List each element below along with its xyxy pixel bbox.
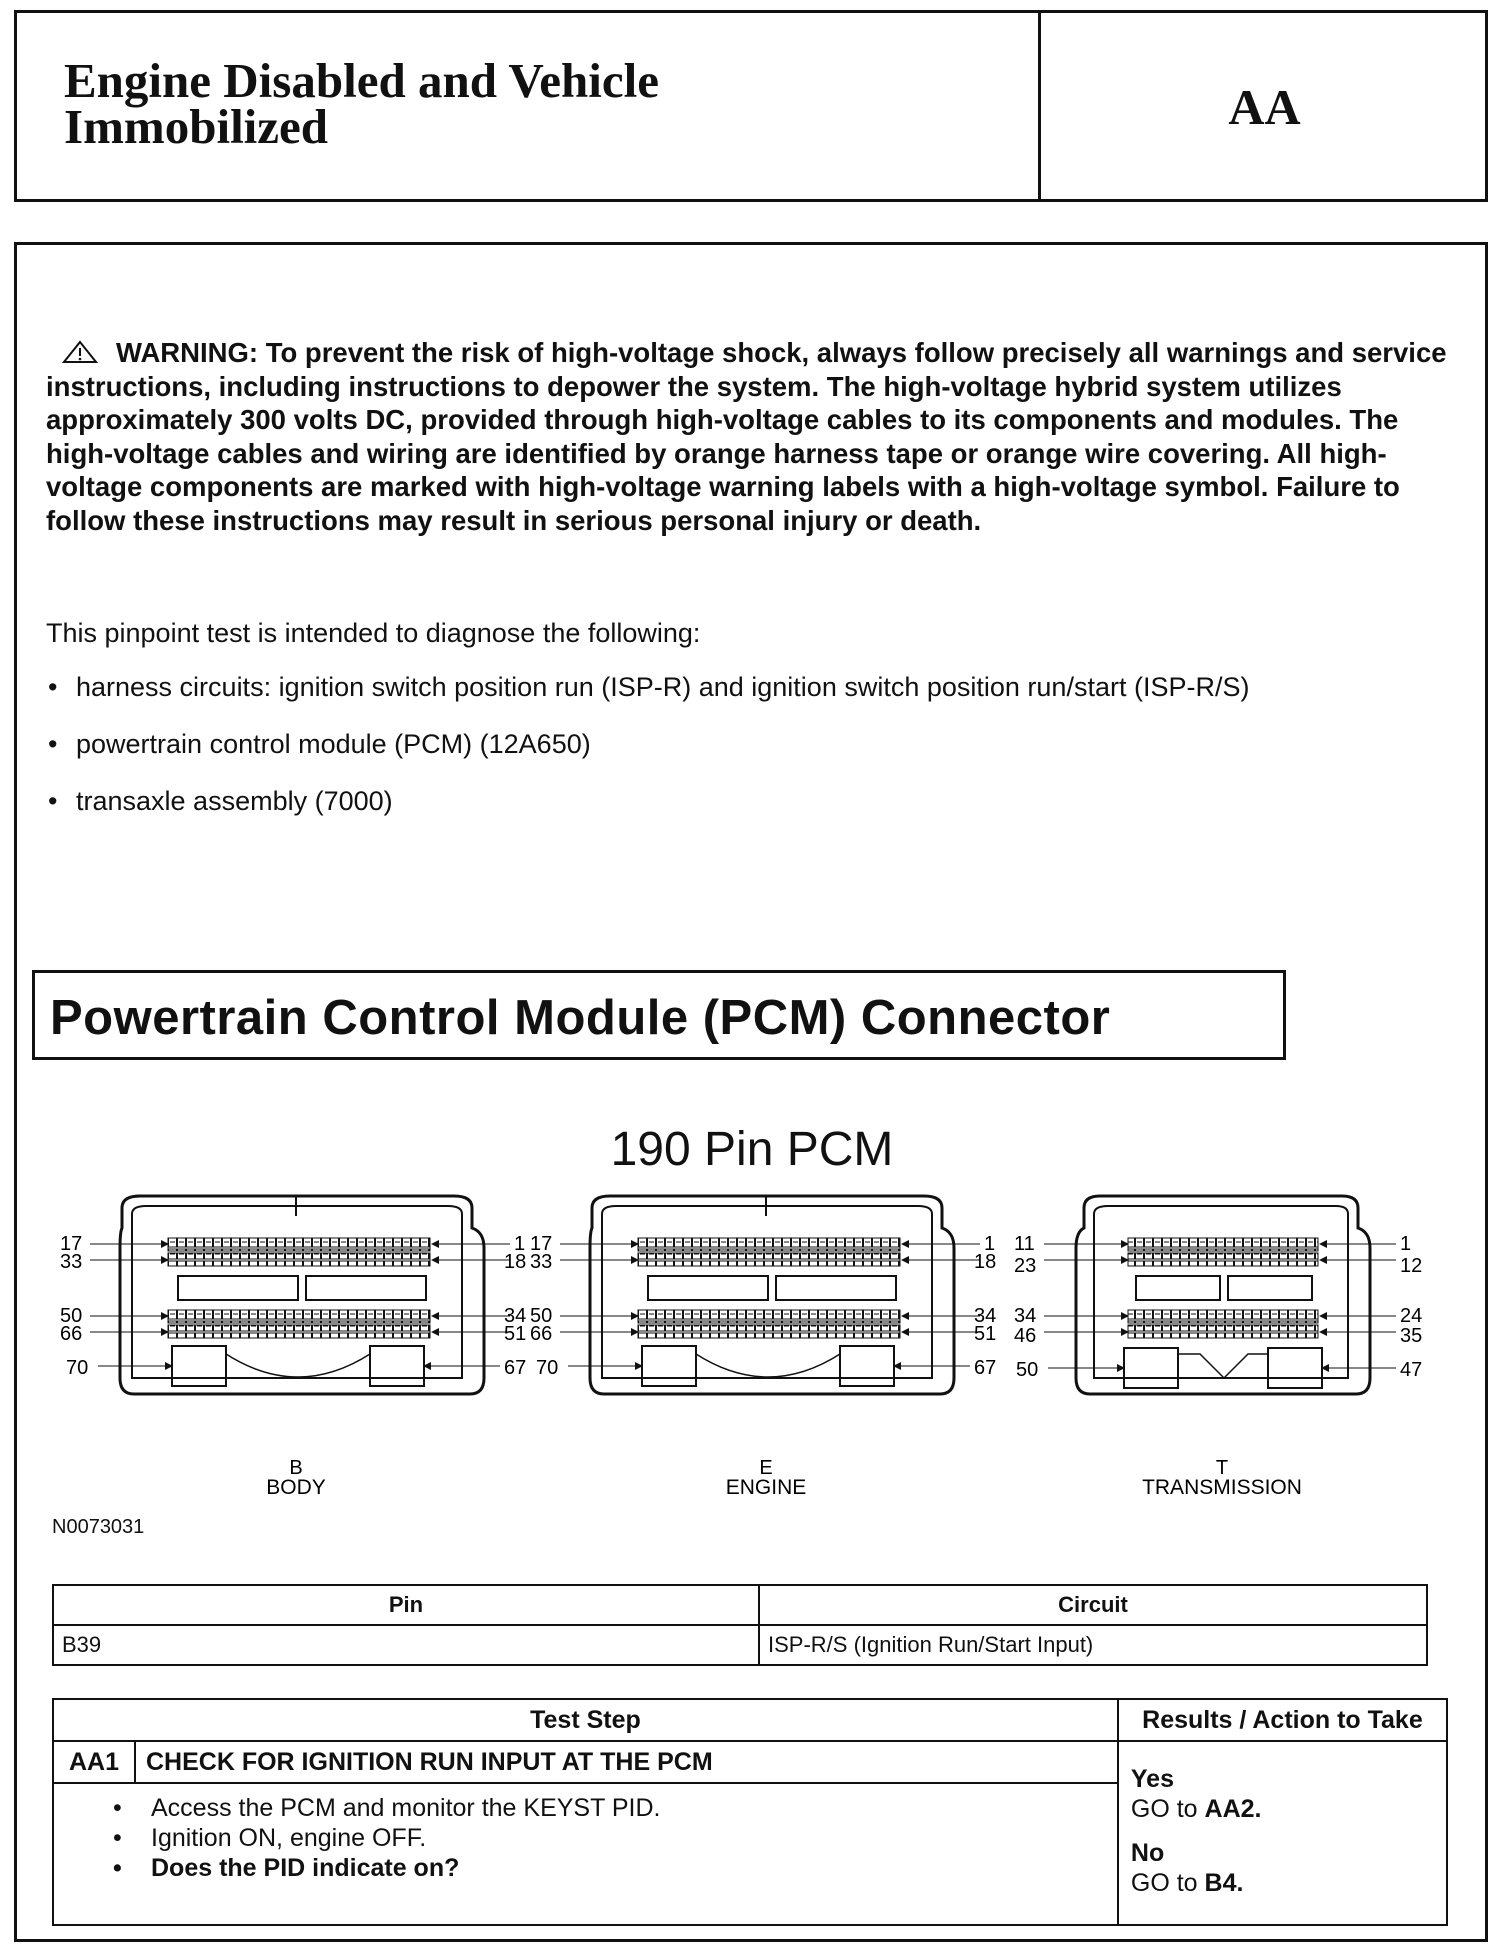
step-title: CHECK FOR IGNITION RUN INPUT AT THE PCM	[135, 1741, 1118, 1783]
yes-action	[1131, 1794, 1434, 1824]
pin-label: 1	[1400, 1233, 1412, 1255]
pin-label: 34	[1014, 1305, 1037, 1327]
pin-label: 50	[530, 1305, 553, 1327]
no-label: No	[1130, 1839, 1165, 1867]
pin-label: 12	[1400, 1255, 1423, 1277]
step-instructions	[53, 1783, 1118, 1925]
connector-name: ENGINE	[725, 1476, 807, 1498]
diagram-title: 190 Pin PCM	[610, 1123, 894, 1176]
header-circuit: Circuit	[759, 1585, 1427, 1625]
pin-label: 1	[514, 1233, 526, 1255]
warning-body: WARNING: To prevent the risk of high-voltage shock, always follow precisely all warnings and service instructions, including instructions to depower the system. The high-voltage hybrid system utilizes approximately 300 volts DC, provided through high-voltage cables to its components and modules. The high-voltage cables and wiring are identified by orange harness tape or orange wire covering. All high-voltage components are marked with high-voltage warning labels with a high-voltage symbol. Failure to follow these instructions may result in serious personal injury or death.	[46, 337, 1447, 536]
pin-label: 1	[984, 1233, 996, 1255]
connector-name: BODY	[266, 1476, 326, 1498]
diagnose-list	[46, 672, 1426, 843]
results-cell	[1118, 1741, 1447, 1925]
pin-label: 66	[530, 1323, 553, 1345]
intro-text: This pinpoint test is intended to diagnose the following:	[46, 618, 701, 648]
list-item: • harness circuits: ignition switch position run (ISP-R) and ignition switch position run/start (ISP-R/S)	[46, 672, 1426, 702]
pin-label: 51	[974, 1323, 997, 1345]
pin-label: 33	[530, 1251, 553, 1273]
section-code: AA	[1228, 79, 1301, 135]
step-title-row	[53, 1741, 1447, 1783]
no-action	[1131, 1868, 1434, 1898]
connector-transmission	[1014, 1196, 1422, 1498]
pin-label: 18	[504, 1251, 527, 1273]
connector-letter: B	[289, 1457, 303, 1479]
connector-letter: E	[759, 1457, 773, 1479]
pin-label: 46	[1014, 1325, 1037, 1347]
cell-circuit: ISP-R/S (Ignition Run/Start Input)	[759, 1625, 1427, 1665]
pin-label: 50	[1016, 1359, 1039, 1381]
connector-diagram	[60, 1188, 1450, 1503]
no-target: B4.	[1204, 1869, 1244, 1897]
table-header-row	[53, 1585, 1427, 1625]
connector-svg	[60, 1188, 1450, 1498]
warning-triangle-icon	[62, 338, 98, 362]
connector-letter: T	[1215, 1457, 1229, 1479]
yes-target: AA2.	[1204, 1795, 1262, 1823]
pin-label: 24	[1400, 1305, 1423, 1327]
connector-name: TRANSMISSION	[1142, 1476, 1302, 1498]
pin-label: 70	[66, 1357, 89, 1379]
table-header-row	[53, 1699, 1447, 1741]
pin-label: 70	[536, 1357, 559, 1379]
pin-label: 17	[530, 1233, 553, 1255]
table-row	[53, 1625, 1427, 1665]
pin-label: 67	[504, 1357, 527, 1379]
step-id: AA1	[53, 1741, 135, 1783]
pin-label: 66	[60, 1323, 83, 1345]
pin-label: 17	[60, 1233, 83, 1255]
yes-label: Yes	[1130, 1765, 1174, 1793]
list-item: • Access the PCM and monitor the KEYST PID.	[151, 1793, 1116, 1823]
page-title	[64, 53, 964, 154]
header-pin: Pin	[53, 1585, 759, 1625]
header-test-step: Test Step	[53, 1699, 1118, 1741]
title-line-2: Immobilized	[64, 99, 329, 154]
pin-label: 33	[60, 1251, 83, 1273]
pin-label: 50	[60, 1305, 83, 1327]
pin-label: 67	[974, 1357, 997, 1379]
pin-label: 35	[1400, 1325, 1423, 1347]
test-step-table	[52, 1698, 1448, 1926]
no-go-text: GO to	[1130, 1869, 1198, 1897]
pin-label: 18	[974, 1251, 997, 1273]
pin-label: 34	[974, 1305, 997, 1327]
list-item: • powertrain control module (PCM) (12A650)	[46, 729, 1426, 759]
warning-text	[46, 336, 1456, 537]
pin-table	[52, 1584, 1428, 1666]
list-item: • Ignition ON, engine OFF.	[151, 1823, 1116, 1853]
pin-label: 34	[504, 1305, 527, 1327]
list-item: • transaxle assembly (7000)	[46, 786, 1426, 816]
figure-code: N0073031	[52, 1516, 145, 1538]
pin-label: 47	[1400, 1359, 1423, 1381]
connector-body	[60, 1196, 526, 1498]
section-title: Powertrain Control Module (PCM) Connector	[50, 991, 1111, 1045]
header-results: Results / Action to Take	[1118, 1699, 1447, 1741]
list-item: • Does the PID indicate on?	[151, 1853, 1116, 1883]
yes-go-text: GO to	[1130, 1795, 1198, 1823]
pin-label: 11	[1014, 1233, 1035, 1255]
pin-label: 51	[504, 1323, 527, 1345]
cell-pin: B39	[53, 1625, 759, 1665]
pin-label: 23	[1014, 1255, 1037, 1277]
title-line-1: Engine Disabled and Vehicle	[64, 53, 659, 108]
connector-engine	[530, 1196, 996, 1498]
